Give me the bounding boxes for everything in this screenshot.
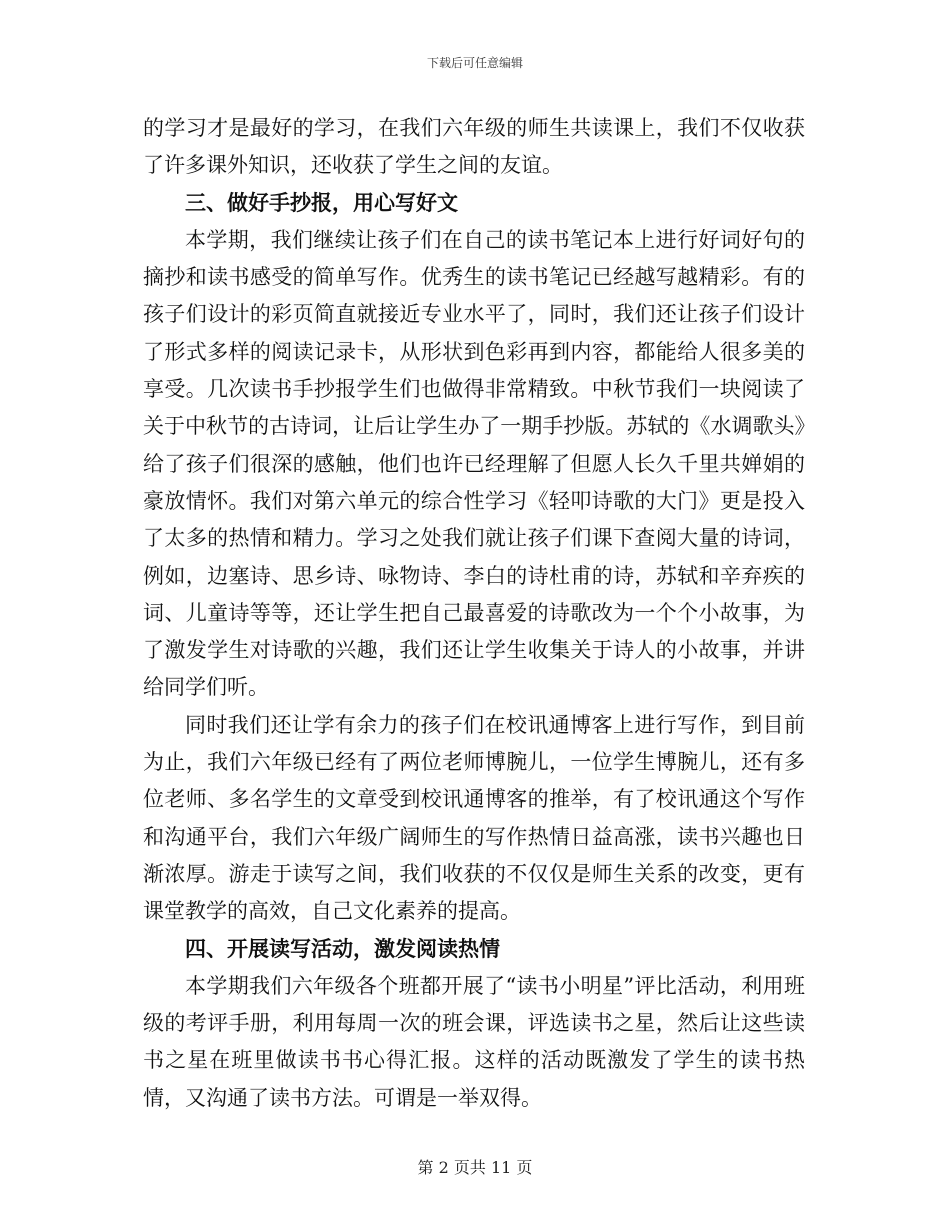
section-heading-4: 四、开展读写活动，激发阅读热情 xyxy=(185,936,500,961)
paragraph-blog-writing: 同时我们还让学有余力的孩子们在校讯通博客上进行写作，到目前为止，我们六年级已经有了两位老师博腕儿，一位学生博腕儿，还有多位老师、多名学生的文章受到校讯通博客的推举，有了校讯通这个写作和沟通平台，我们六年级广阔师生的写作热情日益高涨，读书兴趣也日渐浓厚。游走于读写之间，我们收获的不仅仅是师生关系的改变，更有课堂教学的高效，自己文化素养的提高。 xyxy=(143,712,805,924)
paragraph-continuation: 的学习才是最好的学习，在我们六年级的师生共读课上，我们不仅收获了许多课外知识，还收获了学生之间的友谊。 xyxy=(143,116,805,178)
page-header: 下载后可任意编辑 xyxy=(426,56,523,70)
paragraph-reading-star: 本学期我们六年级各个班都开展了“读书小明星”评比活动，利用班级的考评手册，利用每周一次的班会课，评选读书之星，然后让这些读书之星在班里做读书书心得汇报。这样的活动既激发了学生的读书热情，又沟通了读书方法。可谓是一举双得。 xyxy=(143,973,805,1110)
document-body xyxy=(143,110,805,1117)
page-footer: 第 2 页共 11 页 xyxy=(417,1158,533,1177)
section-heading-3: 三、做好手抄报，用心写好文 xyxy=(185,190,458,215)
paragraph-handwritten-newspaper: 本学期，我们继续让孩子们在自己的读书笔记本上进行好词好句的摘抄和读书感受的简单写作。优秀生的读书笔记已经越写越精彩。有的孩子们设计的彩页简直就接近专业水平了，同时，我们还让孩子们设计了形式多样的阅读记录卡，从形状到色彩再到内容，都能给人很多美的享受。几次读书手抄报学生们也做得非常精致。中秋节我们一块阅读了关于中秋节的古诗词，让后让学生办了一期手抄版。苏轼的《水调歌头》给了孩子们很深的感触，他们也许已经理解了但愿人长久千里共婵娟的豪放情怀。我们对第六单元的综合性学习《轻叩诗歌的大门》更是投入了太多的热情和精力。学习之处我们就让孩子们课下查阅大量的诗词，例如，边塞诗、思乡诗、咏物诗、李白的诗杜甫的诗，苏轼和辛弃疾的词、儿童诗等等，还让学生把自己最喜爱的诗歌改为一个个小故事，为了激发学生对诗歌的兴趣，我们还让学生收集关于诗人的小故事，并讲给同学们听。 xyxy=(143,227,805,700)
